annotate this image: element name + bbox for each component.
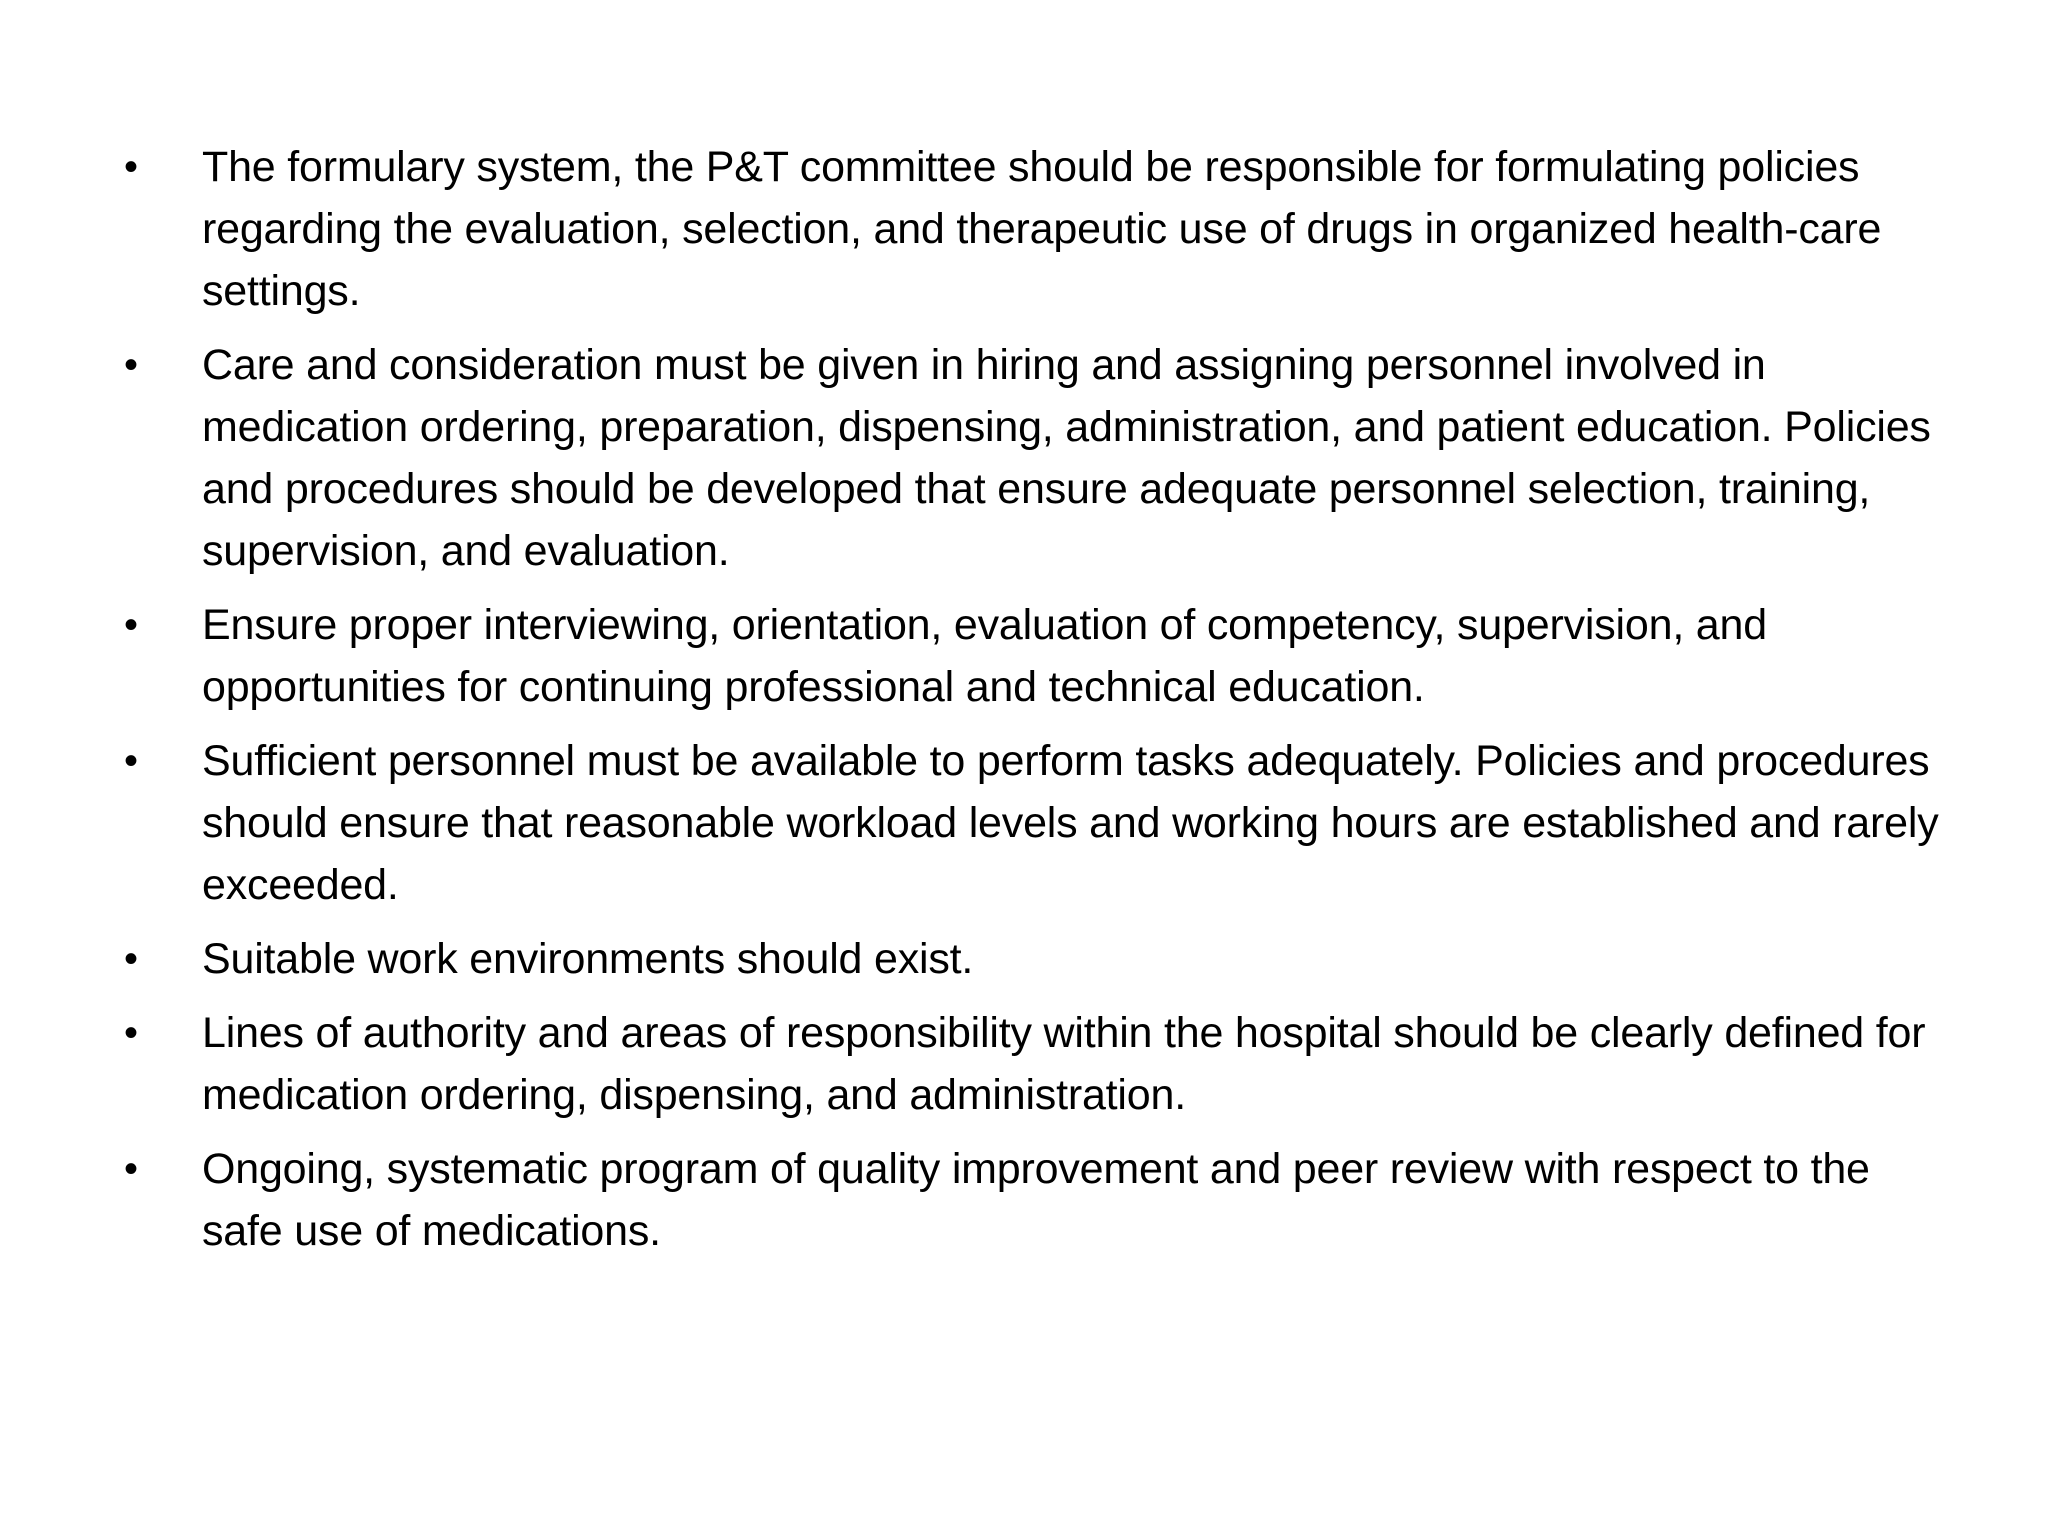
list-item: [118, 730, 1958, 916]
bullet-icon: •: [124, 1147, 138, 1191]
bullet-text: Care and consideration must be given in hiring and assigning personnel involved in medication ordering, preparation, dispensing, administration, and patient education. Policies and procedures should be developed that ensure adequate personnel selection, training, supervision, and evaluation.: [202, 341, 1931, 575]
bullet-icon: •: [124, 1011, 138, 1055]
bullet-icon: •: [124, 739, 138, 783]
bullet-icon: •: [124, 145, 138, 189]
bullet-list: [118, 136, 1958, 1274]
bullet-icon: •: [124, 603, 138, 647]
list-item: [118, 1138, 1958, 1262]
bullet-text: Lines of authority and areas of responsibility within the hospital should be clearly defined for medication ordering, dispensing, and administration.: [202, 1009, 1926, 1119]
bullet-icon: •: [124, 937, 138, 981]
bullet-text: Sufficient personnel must be available to perform tasks adequately. Policies and procedures should ensure that reasonable workload levels and working hours are established and rarely exceeded.: [202, 737, 1939, 909]
list-item: [118, 928, 1958, 990]
bullet-icon: •: [124, 343, 138, 387]
bullet-text: Ongoing, systematic program of quality improvement and peer review with respect to the safe use of medications.: [202, 1145, 1870, 1255]
bullet-text: The formulary system, the P&T committee should be responsible for formulating policies regarding the evaluation, selection, and therapeutic use of drugs in organized health-care settings.: [202, 143, 1882, 315]
list-item: [118, 1002, 1958, 1126]
list-item: [118, 334, 1958, 582]
list-item: [118, 136, 1958, 322]
bullet-text: Suitable work environments should exist.: [202, 935, 974, 983]
list-item: [118, 594, 1958, 718]
bullet-text: Ensure proper interviewing, orientation, evaluation of competency, supervision, and opportunities for continuing professional and technical education.: [202, 601, 1767, 711]
